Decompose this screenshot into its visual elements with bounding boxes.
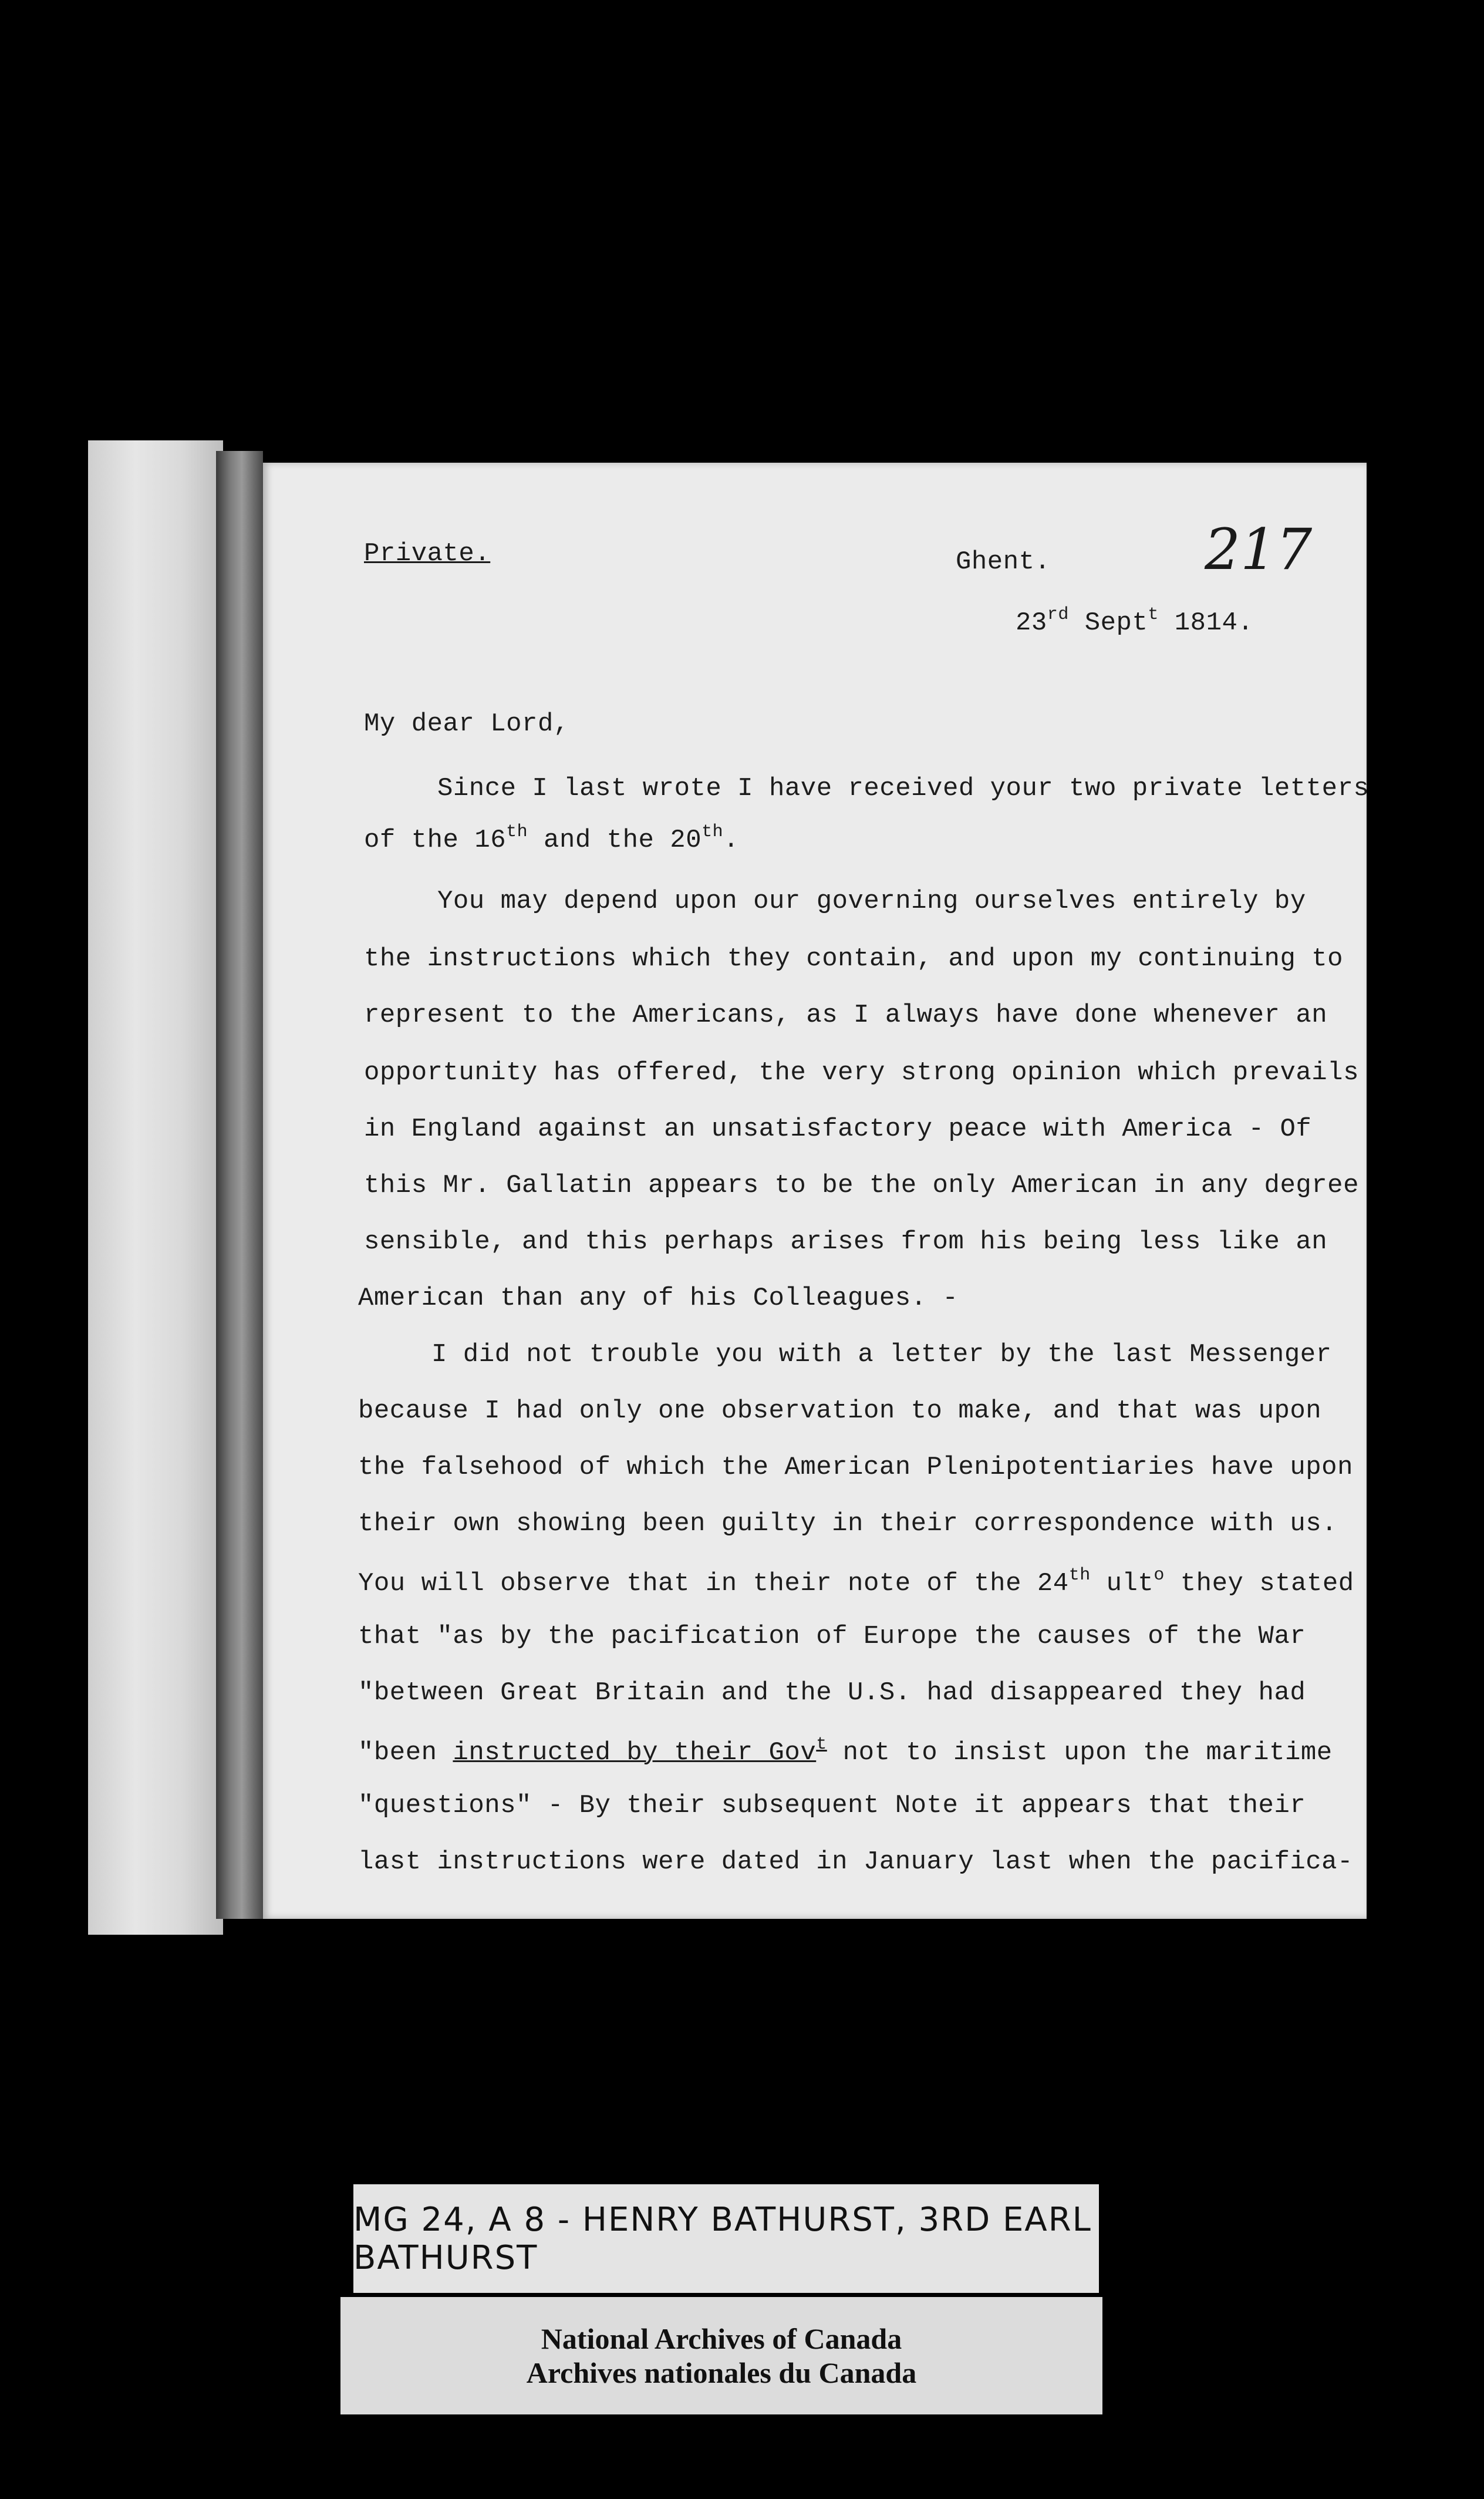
body-line: this Mr. Gallatin appears to be the only American in any degree <box>364 1171 1359 1200</box>
body-line: I did not trouble you with a letter by the last Messenger <box>431 1340 1332 1369</box>
folio-number: 217 <box>1205 517 1313 582</box>
salutation: My dear Lord, <box>364 709 569 739</box>
body-line: of the 16th and the 20th. <box>364 822 740 855</box>
body-line: in England against an unsatisfactory peace with America - Of <box>364 1114 1312 1144</box>
body-line: the instructions which they contain, and upon my continuing to <box>364 944 1344 974</box>
body-line: sensible, and this perhaps arises from his being less like an <box>364 1227 1328 1257</box>
body-line: because I had only one observation to make, and that was upon <box>358 1396 1322 1426</box>
body-line: "between Great Britain and the U.S. had disappeared they had <box>358 1678 1306 1707</box>
body-line: that "as by the pacification of Europe the causes of the War <box>358 1622 1306 1651</box>
body-line: Since I last wrote I have received your two private letters <box>437 774 1370 803</box>
body-line: American than any of his Colleagues. - <box>358 1284 959 1313</box>
place-heading: Ghent. <box>956 547 1051 577</box>
body-line: last instructions were dated in January last when the pacifica- <box>358 1847 1353 1877</box>
body-line: "been instructed by their Gov$^t$ not to insist upon the maritime <box>358 1735 1333 1767</box>
archive-name-en: National Archives of Canada <box>541 2322 902 2355</box>
reference-label <box>353 2184 1099 2293</box>
private-heading: Private. <box>364 539 491 568</box>
reference-text: MG 24, A 8 - HENRY BATHURST, 3RD EARL BATHURST <box>353 2200 1092 2277</box>
archive-label <box>340 2297 1102 2414</box>
body-line: their own showing been guilty in their correspondence with us. <box>358 1509 1338 1538</box>
archive-name-fr: Archives nationales du Canada <box>526 2356 917 2389</box>
body-line: "questions" - By their subsequent Note it appears that their <box>358 1791 1306 1820</box>
facing-page-edge <box>88 440 223 1935</box>
book-spine <box>216 451 263 1919</box>
body-line: represent to the Americans, as I always have done whenever an <box>364 1001 1328 1030</box>
body-line: opportunity has offered, the very strong opinion which prevails <box>364 1058 1359 1087</box>
body-line: You may depend upon our governing ourselves entirely by <box>437 887 1306 916</box>
body-line: the falsehood of which the American Plenipotentiaries have upon <box>358 1453 1353 1482</box>
body-line: You will observe that in their note of the 24th ult$^o$ they stated <box>358 1565 1354 1598</box>
date-heading: 23rd Sept$^t$ 1814. <box>1016 605 1254 638</box>
